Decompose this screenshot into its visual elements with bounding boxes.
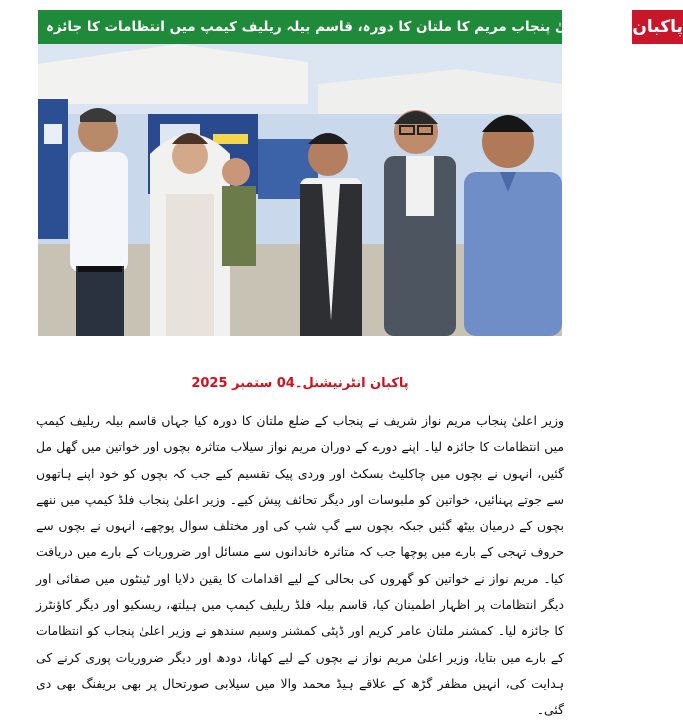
headline: وزیر اعلیٰ پنجاب مریم کا ملتان کا دورہ، قاسم بیلہ ریلیف کیمپ میں انتظامات کا جائزہ <box>46 19 623 35</box>
brand-logo: پاکبان <box>630 10 683 44</box>
news-photo <box>38 44 562 336</box>
article-body: وزیر اعلیٰ پنجاب مریم نواز شریف نے پنجاب کے ضلع ملتان کا دورہ کیا جہاں قاسم بیلہ ریلیف کیمپ میں انتظامات کا جائزہ لیا۔ اپنے دورے کے دوران مریم نواز سیلاب متاثرہ بچوں اور خواتین میں گھل مل گئیں، انہوں نے بچوں میں چاکلیٹ بسکٹ اور وردی پیک تقسیم کیے جب کہ بچوں کو خود اپنے ہاتھوں سے جوتے پہنائیں، خواتین کو ملبوسات اور دیگر تحائف پیش کیے۔ وزیر اعلیٰ پنجاب فلڈ کیمپ میں ننھے بچوں کے درمیان بیٹھ گئیں جبکہ بچوں سے گپ شپ کی اور مختلف سوال پوچھے، انہوں نے بچوں سے حروف تہجی کے بارے میں پوچھا جب کہ متاثرہ خاندانوں سے مسائل اور ضروریات کے بارے میں دریافت کیا۔ مریم نواز نے خواتین کو گھروں کی بحالی کے لیے اقدامات کا یقین دلایا اور ٹینٹوں میں صفائی اور دیگر انتظامات پر اظہار اطمینان کیا، قاسم بیلہ فلڈ ریلیف کیمپ میں ہیلتھ، ریسکیو اور دیگر کاؤنٹرز کا جائزہ لیا۔ کمشنر ملتان عامر کریم اور ڈپٹی کمشنر وسیم سندھو نے وزیر اعلیٰ پنجاب کو انتظامات کے بارے میں بتایا، وزیر اعلیٰ مریم نواز نے بچوں کے لیے کھانا، دودھ اور دیگر ضروریات پوری کرنے کی ہدایت کی، انہیں مظفر گڑھ کے علاقے ہیڈ محمد والا میں سیلابی صورتحال پر بھی بریفنگ بھی دی گئی۔ <box>36 413 564 718</box>
dateline: پاکبان انٹرنیشنل۔04 ستمبر 2025 <box>191 376 409 391</box>
person-chief-minister <box>150 133 230 336</box>
headline-bar <box>38 10 683 44</box>
banner-left <box>38 99 68 239</box>
